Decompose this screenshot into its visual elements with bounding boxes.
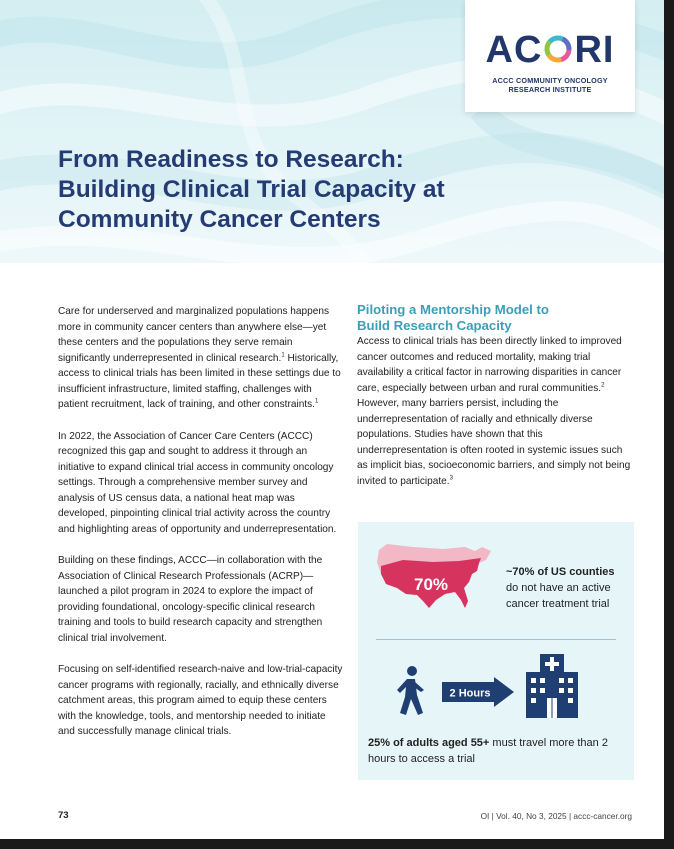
page-number: 73 [58, 810, 69, 821]
paragraph-2: In 2022, the Association of Cancer Care Centers (ACCC) recognized this gap and sought to address it through an initiative to expand clinical trial access in community oncology settings. Through a comprehensive member survey and analysis of US census data, a national heat map was developed, pinpointing clinical trial activity across the country and highlighting areas of opportunity and underrepresentation. [58, 430, 337, 535]
map-percent-label: 70% [413, 575, 449, 594]
page-title: From Readiness to Research: Building Clinical Trial Capacity at Community Cancer Centers [58, 146, 445, 233]
right-column-body: Access to clinical trials has been directly linked to improved cancer outcomes and reduced mortality, making trial availability a critical factor in narrowing disparities in cancer care, especially between urban and rural communities.$^2$ However, many barriers persist, including the underrepresentation of racially and ethnically diverse populations. Studies have shown that this underrepresentation is often rooted in systemic issues such as implicit bias, socioeconomic barriers, and simply not being invited to participate.$^3$ [357, 336, 631, 487]
logo-wordmark: AC RI [485, 29, 615, 71]
section-heading: Piloting a Mentorship Model to Build Research Capacity [357, 302, 549, 333]
travel-time-label: 2 Hours [449, 687, 491, 700]
logo-subtitle: ACCC COMMUNITY ONCOLOGY RESEARCH INSTITUTE [492, 76, 608, 94]
us-map-icon [373, 538, 498, 623]
infographic-box [358, 522, 634, 780]
paragraph-1: Care for underserved and marginalized populations happens more in community cancer centers than anywhere else—yet these centers and the populations they serve remain significantly underrepresented in clinical research.$^1$ Historically, access to clinical trials has been limited in these settings due to insufficient infrastructure, limited staffing, challenges with patient recruitment, lack of training, and other constraints.$^1$ [58, 306, 341, 410]
paragraph-3: Building on these findings, ACCC—in collaboration with the Association of Clinical Research Professionals (ACRP)—launched a pilot program in 2024 to explore the impact of providing foundational, oncology-specific clinical research training and tools to build research capacity and strengthen clinical trial involvement. [58, 555, 323, 644]
hero-banner [0, 0, 664, 263]
paragraph-4: Focusing on self-identified research-naive and low-trial-capacity cancer programs with regionally, racially, and ethnically diverse catchment areas, this program aimed to equip these centers with the knowledge, tools, and mentorship needed to initiate and successfully manage clinical trials. [58, 664, 343, 737]
travel-stat: 25% of adults aged 55+ must travel more than 2 hours to access a trial [368, 737, 608, 765]
hospital-icon [526, 654, 578, 718]
travel-arrow [442, 677, 514, 707]
walking-person-icon [393, 665, 427, 717]
footer-citation: OI | Vol. 40, No 3, 2025 | accc-cancer.org [480, 811, 632, 821]
infographic-divider [376, 639, 616, 640]
acori-logo [465, 0, 635, 112]
left-column [58, 304, 343, 756]
logo-ring-icon [543, 34, 573, 64]
county-stat: ~70% of US counties do not have an active cancer treatment trial [506, 566, 615, 610]
